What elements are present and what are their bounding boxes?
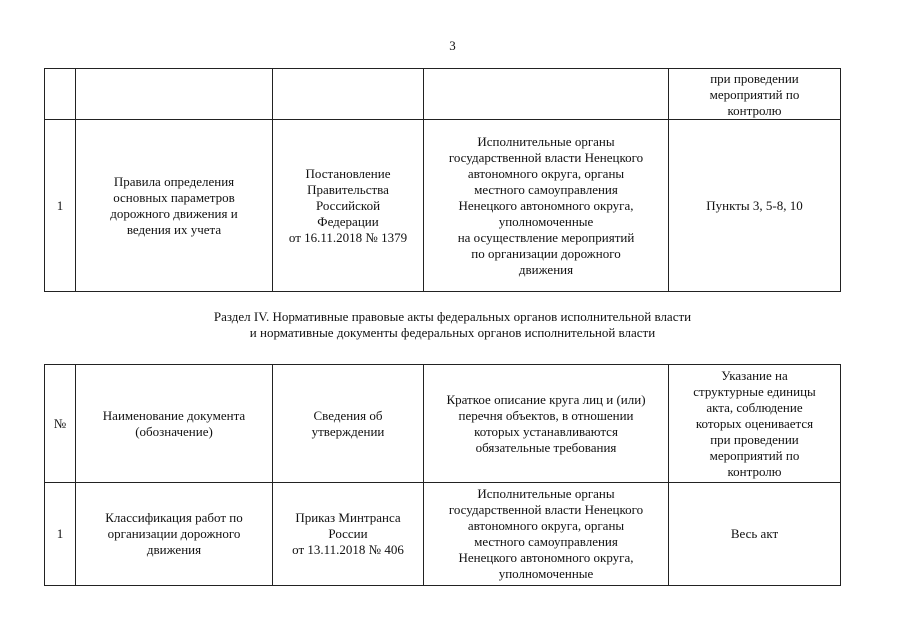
page-number: 3 — [449, 38, 456, 53]
document-name: Правила определения основных параметров дорожного движения и ведения их учета — [76, 120, 273, 292]
cell-empty — [424, 69, 669, 120]
approval-details: Постановление Правительства Российской Федерации от 16.11.2018 № 1379 — [273, 120, 424, 292]
row-number: 1 — [45, 120, 76, 292]
cell-empty — [76, 69, 273, 120]
persons-description: Исполнительные органы государственной власти Ненецкого автономного округа, органы местного самоуправления Ненецкого автономного округа, уполномоченные на осуществление мероприятий по организации дорожного движения — [424, 120, 669, 292]
header-document-name: Наименование документа (обозначение) — [76, 365, 273, 483]
cell-empty — [45, 69, 76, 120]
table-row — [45, 69, 841, 120]
bottom-table — [44, 364, 841, 586]
header-approval: Сведения об утверждении — [273, 365, 424, 483]
cell-units-continued: при проведении мероприятий по контролю — [669, 69, 841, 120]
structural-units: Пункты 3, 5-8, 10 — [669, 120, 841, 292]
document-name: Классификация работ по организации дорожного движения — [76, 483, 273, 586]
table-header-row — [45, 365, 841, 483]
header-persons: Краткое описание круга лиц и (или) перечня объектов, в отношении которых устанавливаются обязательные требования — [424, 365, 669, 483]
table-row — [45, 120, 841, 292]
section-heading: Раздел IV. Нормативные правовые акты федеральных органов исполнительной власти и нормативные документы федеральных органов исполнительной власти — [213, 309, 692, 340]
cell-empty — [273, 69, 424, 120]
approval-details: Приказ Минтранса России от 13.11.2018 № 406 — [273, 483, 424, 586]
persons-description: Исполнительные органы государственной власти Ненецкого автономного округа, органы местного самоуправления Ненецкого автономного округа, уполномоченные — [424, 483, 669, 586]
table-row — [45, 483, 841, 586]
header-number: № — [45, 365, 76, 483]
header-structural-units: Указание на структурные единицы акта, соблюдение которых оценивается при проведении мероприятий по контролю — [669, 365, 841, 483]
structural-units: Весь акт — [669, 483, 841, 586]
top-table — [44, 68, 841, 292]
row-number: 1 — [45, 483, 76, 586]
